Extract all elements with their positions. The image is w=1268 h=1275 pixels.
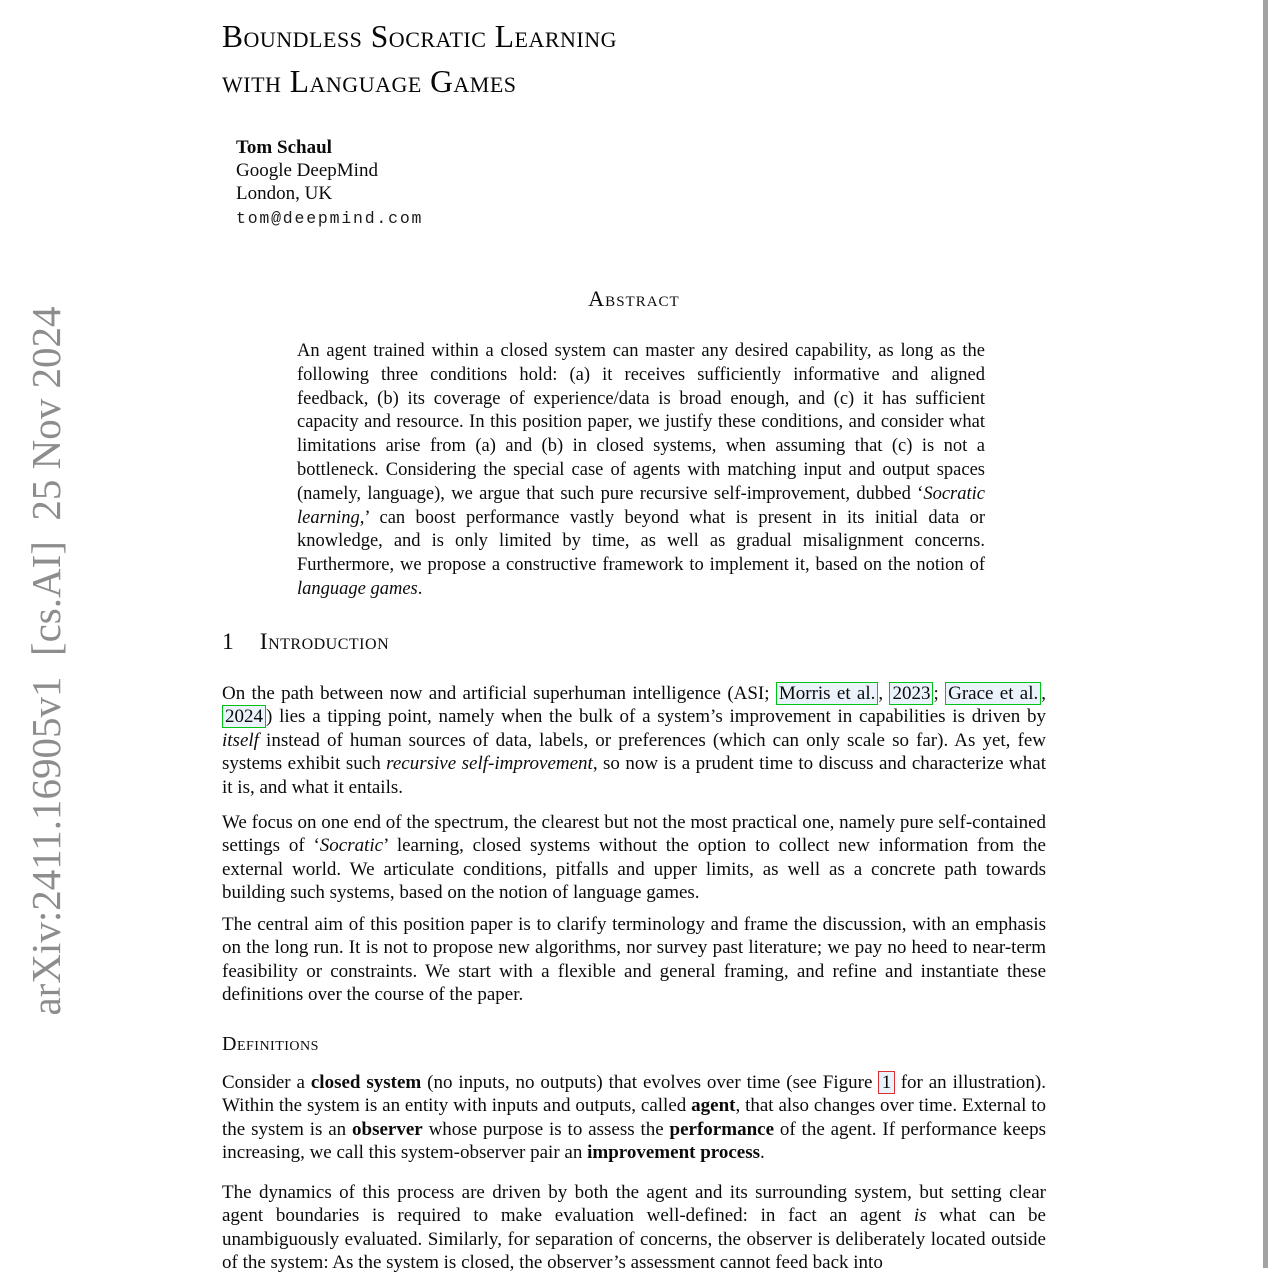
text-segment: (no inputs, no outputs) that evolves over time (see Figure — [421, 1072, 879, 1093]
text-segment: The dynamics of this process are driven by both the agent and its surrounding system, but setting clear agent boundaries is required to make evaluation well-defined: in fact an agent — [222, 1182, 1046, 1227]
text-segment: improvement process — [587, 1142, 761, 1164]
text-segment: performance — [669, 1118, 775, 1140]
text-segment: agent — [691, 1095, 736, 1117]
author-name: Tom Schaul — [236, 137, 332, 158]
citation-link[interactable]: 2023 — [889, 682, 933, 705]
author-affiliation: Google DeepMind — [236, 160, 378, 181]
abstract-heading: Abstract — [588, 286, 680, 311]
intro-paragraph-1 — [222, 682, 1046, 799]
paper-title-line-1: Boundless Socratic Learning — [222, 19, 618, 54]
definitions-paragraph-1 — [222, 1071, 1046, 1165]
definitions-paragraph-2 — [222, 1181, 1046, 1275]
text-segment: of the agent. If performance keeps increasing, we call this system-observer pair an — [222, 1118, 1046, 1164]
subsection-heading-definitions: Definitions — [222, 1033, 319, 1055]
citation-link[interactable]: Morris et al. — [776, 682, 879, 705]
text-segment: , that also changes over time. External to the system is an — [222, 1095, 1046, 1140]
text-segment: whose purpose is to assess the — [422, 1118, 670, 1140]
figure-reference[interactable]: 1 — [878, 1071, 895, 1094]
citation-link[interactable]: 2024 — [222, 705, 266, 728]
text-segment: . — [760, 1142, 765, 1164]
author-block — [236, 136, 423, 230]
section-number: 1 — [222, 629, 234, 655]
arxiv-watermark: arXiv:2411.16905v1 [cs.AI] 25 Nov 2024 — [23, 306, 69, 1016]
text-segment: Socratic — [319, 835, 384, 857]
text-segment: observer — [352, 1118, 423, 1140]
text-segment: recursive self-improvement — [386, 753, 593, 775]
text-segment: . — [417, 578, 423, 599]
text-segment: is — [913, 1205, 927, 1227]
abstract-text — [297, 340, 985, 602]
section-heading-introduction — [222, 629, 389, 656]
text-segment: , — [1041, 683, 1047, 704]
text-segment: what can be unambiguously evaluated. Similarly, for separation of concerns, the observer is deliberately located outside of the system: As the system is closed, the observer’s assessment cannot feed back into — [222, 1205, 1046, 1274]
author-location: London, UK — [236, 183, 333, 204]
intro-paragraph-2 — [222, 811, 1046, 905]
citation-link[interactable]: Grace et al. — [945, 682, 1041, 705]
text-segment: itself — [222, 729, 259, 751]
text-segment: ; — [933, 683, 946, 704]
text-segment: On the path between now and artificial superhuman intelligence (ASI; — [222, 683, 776, 704]
paper-title-line-2: with Language Games — [222, 64, 517, 99]
text-segment: for an illustration). Within the system is an entity with inputs and outputs, called — [222, 1072, 1046, 1117]
text-segment: , — [878, 683, 890, 704]
text-segment: ) lies a tipping point, namely when the bulk of a system’s improvement in capabilities is driven by — [266, 706, 1046, 728]
text-segment: We focus on one end of the spectrum, the clearest but not the most practical one, namely pure self-contained settings of ‘ — [222, 812, 1046, 857]
text-segment: Consider a — [222, 1072, 311, 1093]
text-segment: ,’ can boost performance vastly beyond what is present in its initial data or knowledge, and is only limited by time, as well as gradual misalignment concerns. Furthermore, we propose a constructive framework to implement it, based on the notion of — [297, 507, 985, 576]
text-segment: Socratic learning — [297, 483, 985, 528]
text-segment: closed system — [310, 1072, 422, 1093]
section-title: Introduction — [259, 629, 390, 655]
author-email[interactable]: tom@deepmind.com — [236, 209, 424, 228]
text-segment: language games — [297, 578, 418, 599]
intro-paragraph-3 — [222, 913, 1046, 1007]
text-segment: An agent trained within a closed system can master any desired capability, as long as the following three conditions hold: (a) it receives sufficiently informative and aligned feedback, (b) its coverage of experience/data is broad enough, and (c) it has sufficient capacity and resource. In this position paper, we justify these conditions, and consider what limitations arise from (a) and (b) in closed systems, when assuming that (c) is not a bottleneck. Considering the special case of agents with matching input and output spaces (namely, language), we argue that such pure recursive self-improvement, dubbed ‘ — [297, 341, 985, 504]
paper-title — [222, 14, 617, 104]
page-right-edge — [1263, 0, 1268, 1268]
text-segment: ’ learning, closed systems without the option to collect new information from the external world. We articulate conditions, pitfalls and upper limits, as well as a concrete path towards building such systems, based on the notion of language games. — [222, 835, 1046, 904]
text-segment: instead of human sources of data, labels, or preferences (which can only scale so far). As yet, few systems exhibit such — [222, 729, 1046, 775]
text-segment: The central aim of this position paper is to clarify terminology and frame the discussion, with an emphasis on the long run. It is not to propose new algorithms, nor survey past literature; we pay no heed to near-term feasibility or constraints. We start with a flexible and general framing, and refine and instantiate these definitions over the course of the paper. — [222, 914, 1046, 1006]
text-segment: , so now is a prudent time to discuss and characterize what it is, and what it entails. — [222, 753, 1046, 798]
